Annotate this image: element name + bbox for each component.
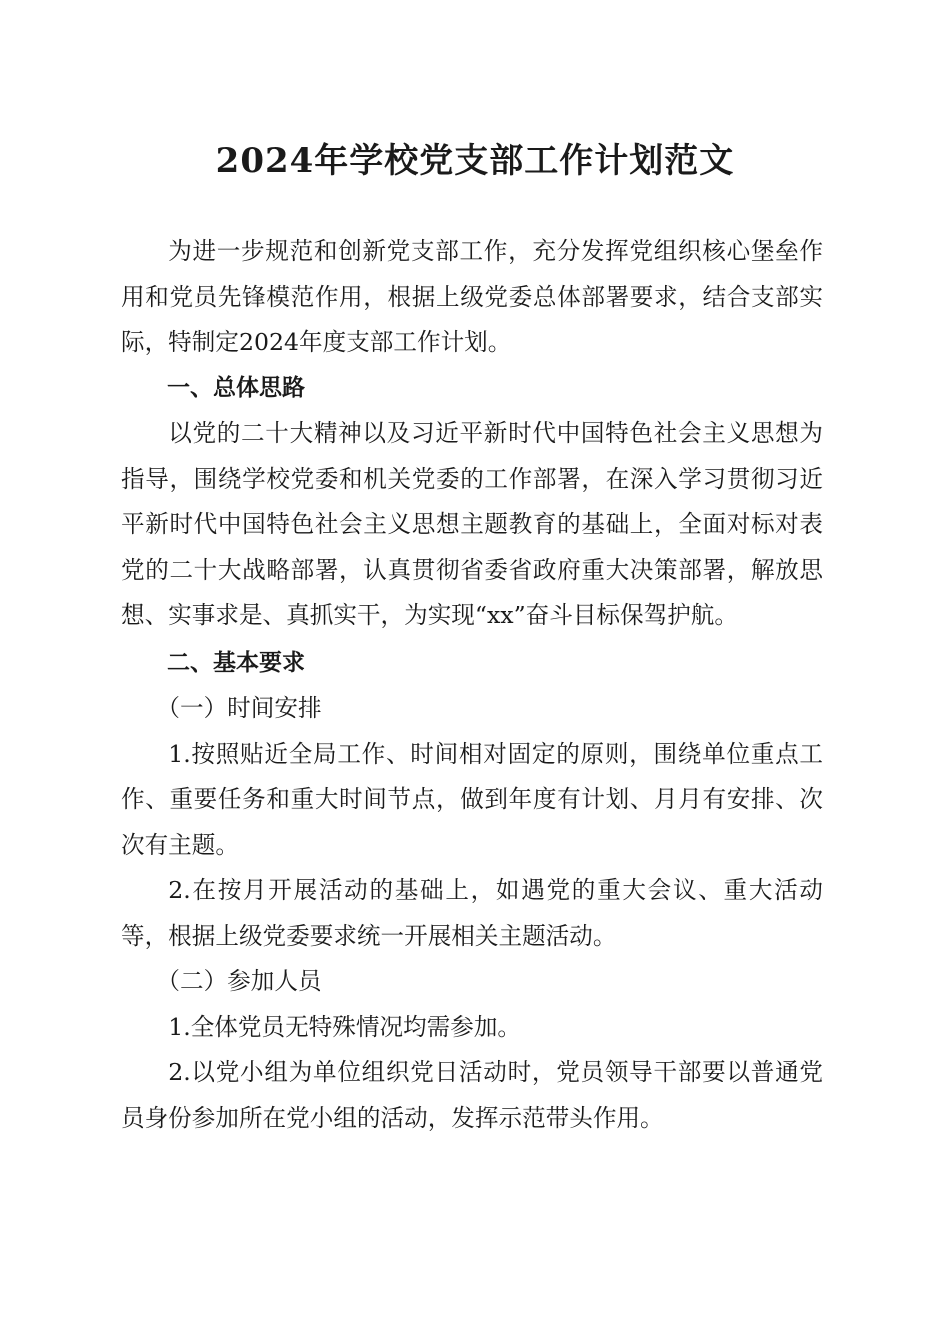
participants-item-1: 1.全体党员无特殊情况均需参加。 <box>168 1012 522 1041</box>
schedule-item-2: 2.在按月开展活动的基础上，如遇党的重大会议、重大活动等，根据上级党委要求统一开展相关主题活动。 <box>121 876 823 950</box>
general-approach-paragraph: 以党的二十大精神以及习近平新时代中国特色社会主义思想为指导，围绕学校党委和机关党委的工作部署，在深入学习贯彻习近平新时代中国特色社会主义思想主题教育的基础上，全面对标对表党的二十大战略部署，认真贯彻省委省政府重大决策部署，解放思想、实事求是、真抓实干，为实现“xx”奋斗目标保驾护航。 <box>121 419 823 629</box>
section-heading-basic-requirements: 二、基本要求 <box>167 649 305 676</box>
section-heading-general-approach: 一、总体思路 <box>167 374 305 401</box>
participants-item-2: 2.以党小组为单位组织党日活动时，党员领导干部要以普通党员身份参加所在党小组的活动，发挥示范带头作用。 <box>121 1058 823 1132</box>
subsection-heading-participants: （二）参加人员 <box>156 967 322 995</box>
subsection-heading-schedule: （一）时间安排 <box>156 694 322 722</box>
schedule-item-1: 1.按照贴近全局工作、时间相对固定的原则，围绕单位重点工作、重要任务和重大时间节点，做到年度有计划、月月有安排、次次有主题。 <box>121 739 823 859</box>
document-body <box>121 229 823 1141</box>
intro-paragraph: 为进一步规范和创新党支部工作，充分发挥党组织核心堡垒作用和党员先锋模范作用，根据上级党委总体部署要求，结合支部实际，特制定2024年度支部工作计划。 <box>121 237 823 356</box>
document-title: 2024年学校党支部工作计划范文 <box>215 141 735 181</box>
